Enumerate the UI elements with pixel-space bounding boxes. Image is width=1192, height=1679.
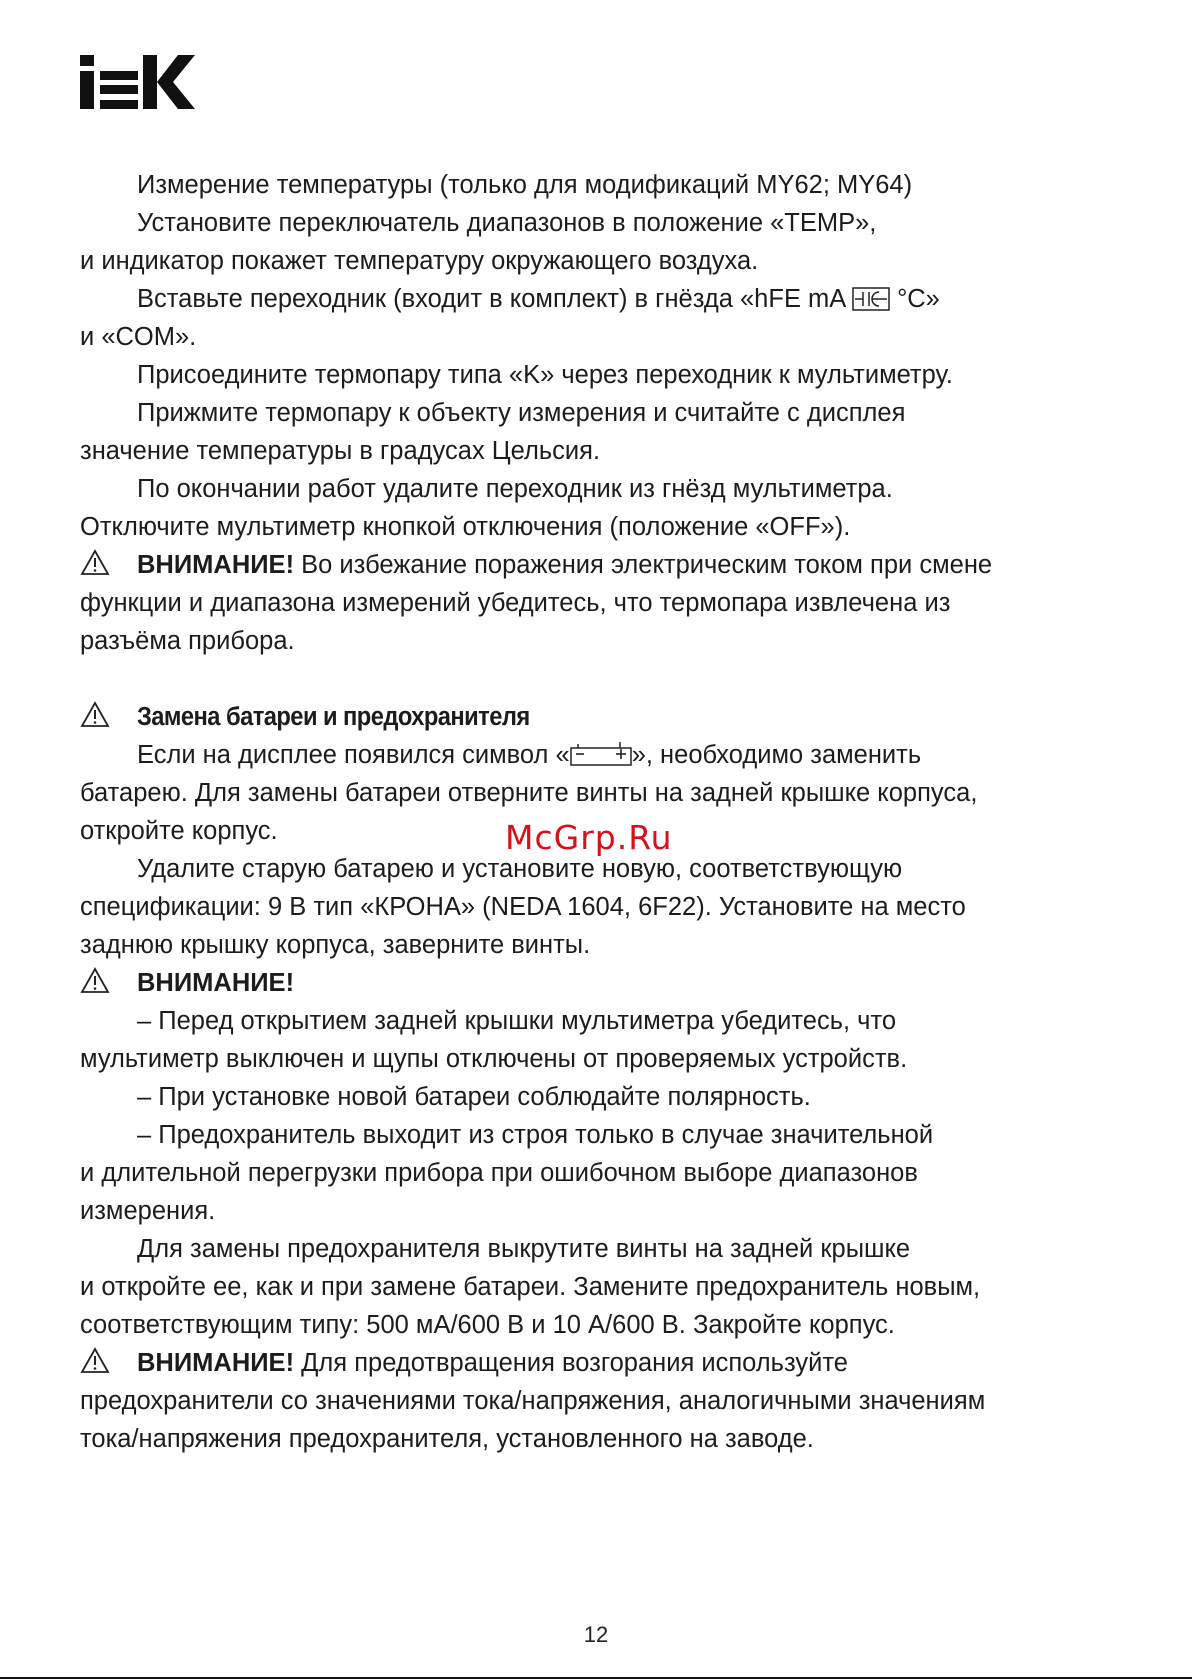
paragraph-line: функции и диапазона измерений убедитесь, что термопара извлечена из <box>80 589 951 617</box>
paragraph-line: Прижмите термопару к объекту измерения и считайте с дисплея <box>137 399 906 427</box>
paragraph-line: и «COM». <box>80 323 197 351</box>
warning-label: ВНИМАНИЕ! <box>137 1349 295 1377</box>
list-item: – При установке новой батареи соблюдайте полярность. <box>137 1083 811 1111</box>
paragraph-line: По окончании работ удалите переходник из гнёзд мультиметра. <box>137 475 893 503</box>
paragraph-line: мультиметр выключен и щупы отключены от проверяемых устройств. <box>80 1045 908 1073</box>
spacer <box>80 660 1120 698</box>
text-segment: », необходимо заменить <box>631 741 922 769</box>
watermark: McGrp.Ru <box>505 818 673 857</box>
warning-triangle-icon <box>80 1347 110 1374</box>
paragraph-line: спецификации: 9 В тип «КРОНА» (NEDA 1604, 6F22). Установите на место <box>80 893 966 921</box>
paragraph-line: и индикатор покажет температуру окружающего воздуха. <box>80 247 759 275</box>
text-segment: Если на дисплее появился символ « <box>137 741 570 769</box>
paragraph-line: и откройте ее, как и при замене батареи. Замените предохранитель новым, <box>80 1273 981 1301</box>
text-segment: Вставьте переходник (входит в комплект) в гнёзда «hFE mA <box>137 285 845 313</box>
warning-triangle-icon <box>80 549 110 576</box>
paragraph-line: Отключите мультиметр кнопкой отключения (положение «OFF»). <box>80 513 851 541</box>
text-segment: °C» <box>897 285 940 313</box>
paragraph-line: тока/напряжения предохранителя, установленного на заводе. <box>80 1425 814 1453</box>
warning-line <box>80 546 1120 584</box>
warning-label: ВНИМАНИЕ! <box>137 969 295 997</box>
section-title: Измерение температуры (только для модификаций MY62; MY64) <box>137 171 913 199</box>
paragraph-line: измерения. <box>80 1197 216 1225</box>
paragraph-line <box>80 280 1120 318</box>
paragraph-line <box>80 736 1120 774</box>
paragraph-line: заднюю крышку корпуса, заверните винты. <box>80 931 591 959</box>
paragraph-line: предохранители со значениями тока/напряжения, аналогичными значениям <box>80 1387 986 1415</box>
iek-logo <box>80 55 195 109</box>
paragraph-line: Для замены предохранителя выкрутите винты на задней крышке <box>137 1235 911 1263</box>
paragraph-line: откройте корпус. <box>80 817 278 845</box>
page-number: 12 <box>583 1622 609 1647</box>
paragraph-line: разъёма прибора. <box>80 627 295 655</box>
paragraph-line: батарею. Для замены батареи отверните винты на задней крышке корпуса, <box>80 779 978 807</box>
warning-triangle-icon <box>80 967 110 994</box>
warning-text: Во избежание поражения электрическим током при смене <box>301 551 993 579</box>
low-battery-icon <box>570 741 632 767</box>
warning-triangle-icon <box>80 701 110 728</box>
list-item: – Перед открытием задней крышки мультиметра убедитесь, что <box>137 1007 897 1035</box>
paragraph-line: Установите переключатель диапазонов в положение «TEMP», <box>137 209 877 237</box>
warning-line <box>80 1344 1120 1382</box>
paragraph-line: соответствующим типу: 500 мА/600 В и 10 А/600 В. Закройте корпус. <box>80 1311 895 1339</box>
thermocouple-socket-icon <box>852 287 890 311</box>
paragraph-line: и длительной перегрузки прибора при ошибочном выборе диапазонов <box>80 1159 918 1187</box>
warning-text: Для предотвращения возгорания используйте <box>301 1349 848 1377</box>
paragraph-line: Удалите старую батарею и установите новую, соответствующую <box>137 855 903 883</box>
warning-line <box>80 964 1120 1002</box>
paragraph-line: значение температуры в градусах Цельсия. <box>80 437 601 465</box>
paragraph-line: Присоедините термопару типа «K» через переходник к мультиметру. <box>137 361 953 389</box>
heading-text: Замена батареи и предохранителя <box>137 703 530 731</box>
warning-label: ВНИМАНИЕ! <box>137 551 295 579</box>
section-heading <box>80 698 1120 736</box>
list-item: – Предохранитель выходит из строя только в случае значительной <box>137 1121 934 1149</box>
document-body <box>80 166 1120 1458</box>
